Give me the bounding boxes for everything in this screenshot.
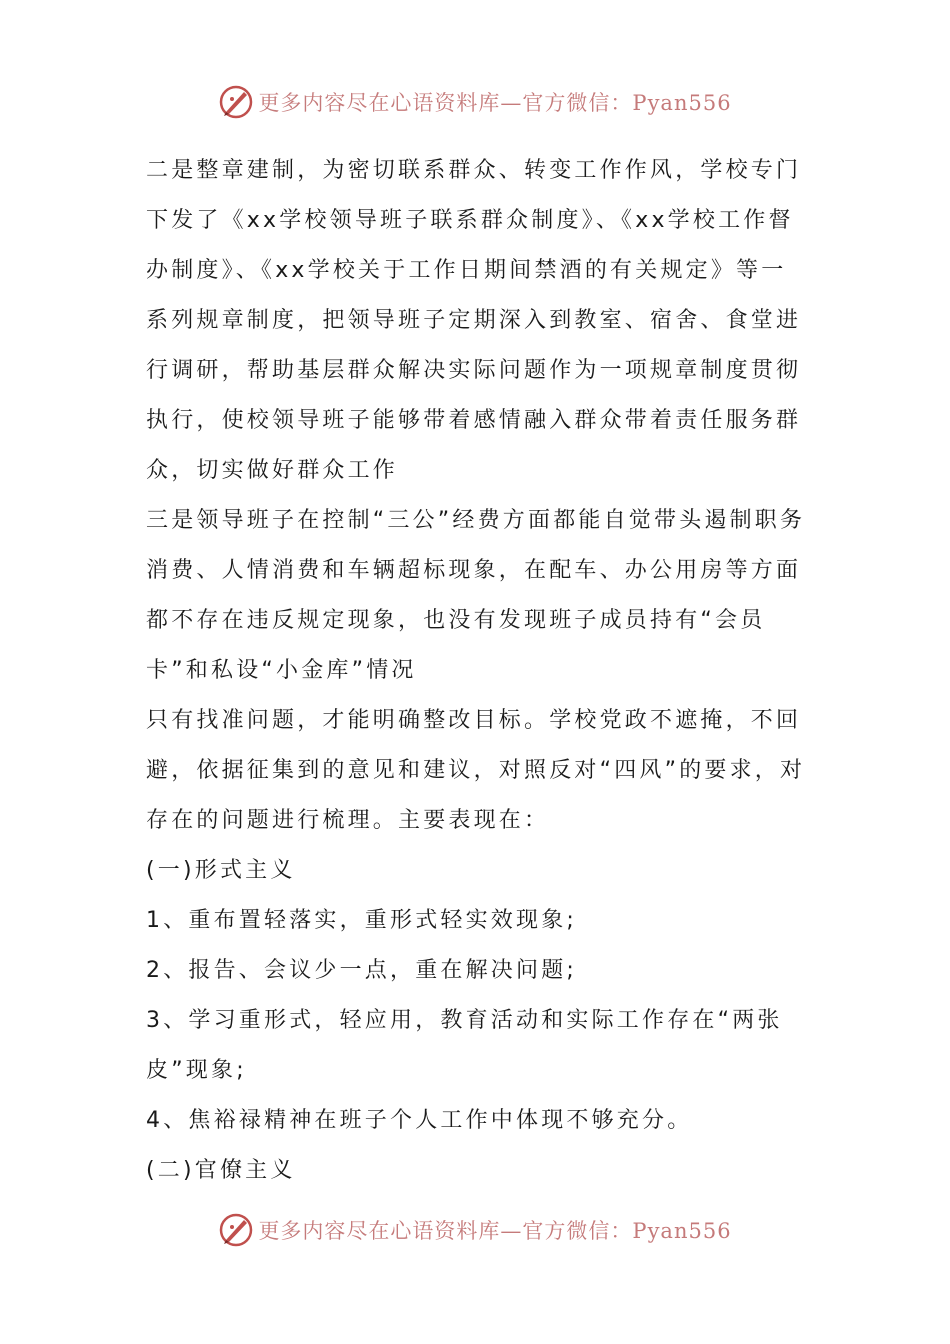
document-body [146, 146, 808, 1196]
list-item: 2、报告、会议少一点，重在解决问题; [146, 958, 578, 983]
pen-circle-logo-icon [218, 84, 254, 120]
list-item: 4、焦裕禄精神在班子个人工作中体现不够充分。 [146, 1108, 693, 1133]
header-watermark [0, 80, 950, 124]
pen-circle-logo-icon [218, 1212, 254, 1248]
list-item: 1、重布置轻落实，重形式轻实效现象; [146, 908, 578, 933]
section-heading: (二)官僚主义 [146, 1158, 296, 1183]
paragraph: 二是整章建制，为密切联系群众、转变工作作风，学校专门下发了《xx学校领导班子联系群众制度》、《xx学校工作督办制度》、《xx学校关于工作日期间禁酒的有关规定》等一系列规章制度，把领导班子定期深入到教室、宿舍、食堂进行调研，帮助基层群众解决实际问题作为一项规章制度贯彻执行，使校领导班子能够带着感情融入群众带着责任服务群众，切实做好群众工作 [146, 158, 802, 483]
list-item: 3、学习重形式，轻应用，教育活动和实际工作存在“两张皮”现象; [146, 1008, 783, 1083]
footer-watermark [0, 1208, 950, 1252]
paragraph: 只有找准问题，才能明确整改目标。学校党政不遮掩，不回避，依据征集到的意见和建议，对照反对“四风”的要求，对存在的问题进行梳理。主要表现在： [146, 708, 806, 833]
watermark-text: 更多内容尽在心语资料库—官方微信：Pyan556 [258, 1219, 732, 1243]
section-heading: (一)形式主义 [146, 858, 296, 883]
paragraph: 三是领导班子在控制“三公”经费方面都能自觉带头遏制职务消费、人情消费和车辆超标现象，在配车、办公用房等方面都不存在违反规定现象，也没有发现班子成员持有“会员卡”和私设“小金库”情况 [146, 508, 806, 683]
watermark-text: 更多内容尽在心语资料库—官方微信：Pyan556 [258, 91, 732, 115]
